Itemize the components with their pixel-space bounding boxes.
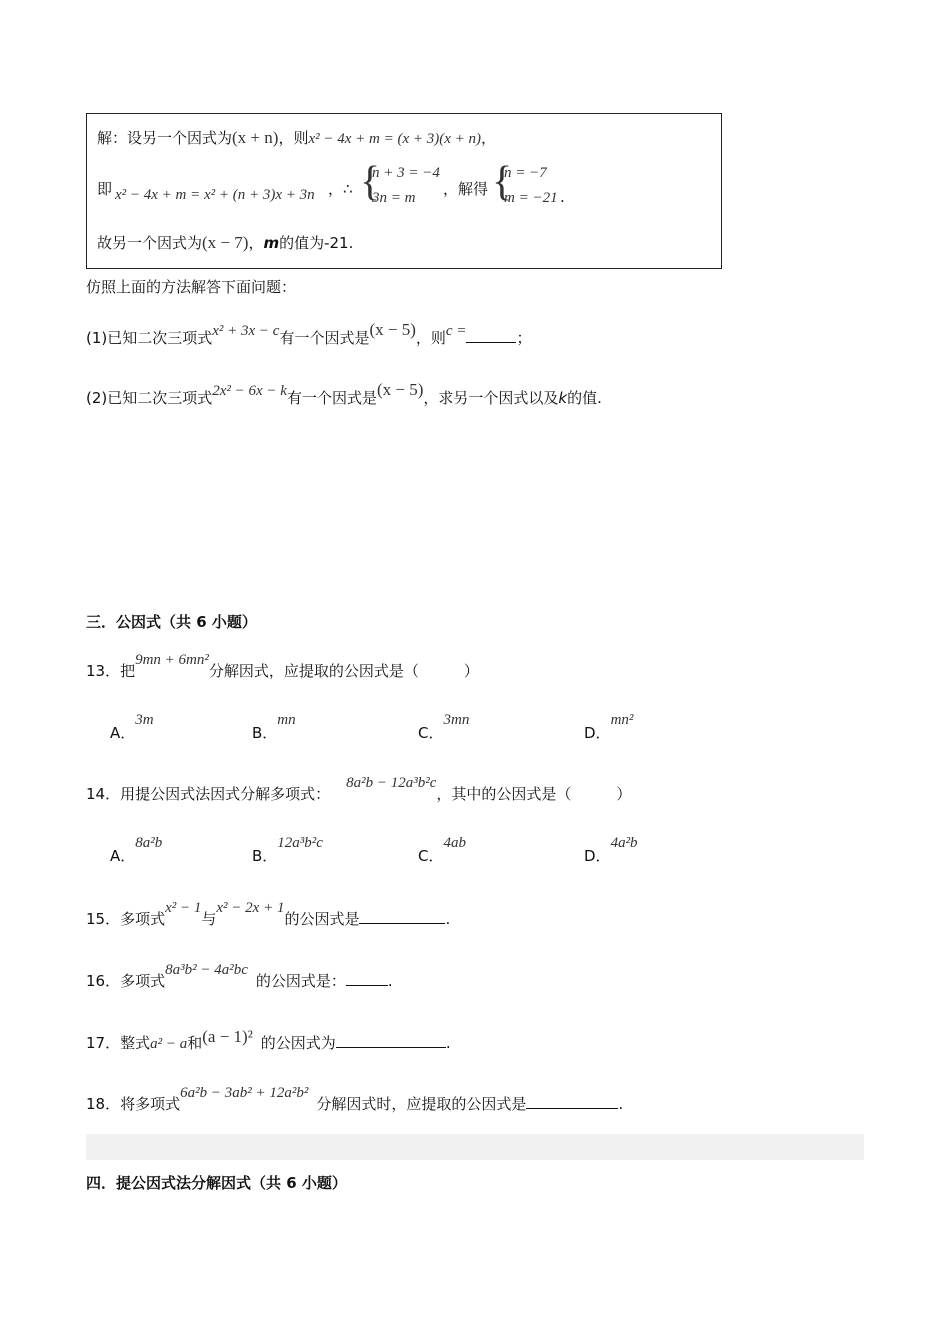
text: .: [618, 1095, 624, 1113]
question-1: [86, 320, 532, 347]
option-label: A．: [110, 847, 136, 865]
example-line-1: [97, 129, 496, 147]
option-label: C．: [418, 724, 444, 742]
option-label: D．: [584, 847, 611, 865]
math-expr: (x − 5): [369, 320, 416, 339]
text: 16．多项式: [86, 972, 166, 990]
math-expr: 8a²b − 12a³b²c: [346, 775, 437, 791]
var-m: m: [263, 234, 280, 252]
math-expr: 8a³b² − 4a²bc: [165, 962, 248, 978]
var-k: k: [558, 389, 568, 407]
text: 13．把: [86, 662, 136, 680]
math-expr: c =: [445, 323, 467, 339]
math-expr: x² − 1: [165, 900, 202, 916]
left-brace-icon: {: [492, 159, 513, 205]
question-2: [86, 380, 602, 407]
math-expr: (x − 5): [376, 380, 424, 399]
text: ，则: [415, 329, 446, 347]
question-16: [86, 962, 393, 990]
question-15: [86, 900, 451, 928]
example-line-2-a: [97, 182, 112, 197]
option-label: C．: [418, 847, 444, 865]
text: 的公因式为: [260, 1034, 336, 1052]
text: 18．将多项式: [86, 1095, 181, 1113]
text: .: [387, 972, 393, 990]
option-value: 4ab: [443, 835, 466, 851]
solution-eq-2: m = −21: [504, 190, 558, 206]
math-expr: x² + 3x − c: [212, 323, 280, 339]
text: .: [445, 910, 451, 928]
option-label: B．: [252, 847, 278, 865]
text: 与: [201, 910, 217, 928]
answer-blank[interactable]: [526, 1094, 618, 1109]
option-value: 8a²b: [135, 835, 163, 851]
text: 即: [97, 180, 113, 198]
text: 15．多项式: [86, 910, 166, 928]
option-value: 4a²b: [610, 835, 638, 851]
q13-option-b[interactable]: [252, 712, 296, 742]
text: .: [445, 1034, 451, 1052]
answer-blank[interactable]: [466, 328, 516, 343]
text: ；: [516, 329, 532, 347]
math-expr: 2x² − 6x − k: [212, 383, 287, 399]
option-value: 3mn: [443, 712, 470, 728]
solution-eq-1: n = −7: [504, 165, 547, 181]
option-label: B．: [252, 724, 278, 742]
option-value: 12a³b²c: [277, 835, 323, 851]
math-expr: 6a²b − 3ab² + 12a²b²: [180, 1085, 309, 1101]
q14-option-b[interactable]: [252, 835, 323, 865]
text: 分解因式时，应提取的公因式是: [316, 1095, 527, 1113]
text: 的公因式是: [284, 910, 360, 928]
text: (1)已知二次三项式: [86, 329, 213, 347]
answer-blank[interactable]: [359, 909, 445, 924]
math-expr: 9mn + 6mn²: [135, 652, 209, 668]
question-13: [86, 652, 479, 680]
instruction: 仿照上面的方法解答下面问题：: [86, 278, 297, 296]
q14-option-c[interactable]: [418, 835, 466, 865]
answer-blank[interactable]: [336, 1033, 446, 1048]
text: ，其中的公因式是（ ）: [436, 785, 632, 803]
text: ，: [248, 234, 264, 252]
text: 的值为-21.: [279, 234, 354, 252]
q14-option-a[interactable]: [110, 835, 163, 865]
section-separator: [86, 1134, 864, 1160]
text: ，: [481, 129, 497, 147]
text: 故另一个因式为: [97, 234, 203, 252]
option-label: A．: [110, 724, 136, 742]
text: 和: [187, 1034, 203, 1052]
q14-option-d[interactable]: [584, 835, 638, 865]
system-eq-2: 3n = m: [372, 190, 416, 206]
math-expr: (x − 7): [202, 233, 249, 252]
text: 的值.: [567, 389, 602, 407]
option-label: D．: [584, 724, 611, 742]
math-expr: a² − a: [150, 1036, 188, 1052]
left-brace-icon: {: [360, 159, 381, 205]
text: 17．整式: [86, 1034, 151, 1052]
section-3-heading: 三．公因式（共 6 小题）: [86, 613, 257, 631]
text: (2)已知二次三项式: [86, 389, 213, 407]
text: 有一个因式是: [286, 389, 377, 407]
math-expr: (x + n): [232, 128, 279, 147]
q13-option-d[interactable]: [584, 712, 634, 742]
answer-blank[interactable]: [346, 971, 388, 986]
text: ，则: [278, 129, 309, 147]
solve-text: ，解得: [443, 180, 489, 198]
text: ，求另一个因式以及: [423, 389, 559, 407]
text: 14．用提公因式法因式分解多项式：: [86, 785, 331, 803]
question-14: [86, 775, 632, 803]
q13-option-a[interactable]: [110, 712, 154, 742]
option-value: 3m: [135, 712, 154, 728]
system-eq-1: n + 3 = −4: [372, 165, 440, 181]
math-expr: x² − 2x + 1: [216, 900, 285, 916]
text: 的公因式是：: [255, 972, 346, 990]
example-line-3: [97, 234, 353, 251]
question-18: [86, 1085, 624, 1113]
text: 有一个因式是: [279, 329, 370, 347]
math-expr: x² − 4x + m = (x + 3)(x + n): [308, 131, 482, 147]
math-expr: x² − 4x + m = x² + (n + 3)x + 3n: [115, 187, 315, 203]
therefore-text: ，∴: [328, 180, 353, 198]
question-17: [86, 1027, 451, 1052]
period: .: [560, 188, 565, 206]
section-4-heading: 四．提公因式法分解因式（共 6 小题）: [86, 1174, 347, 1192]
q13-option-c[interactable]: [418, 712, 470, 742]
option-value: mn: [277, 712, 296, 728]
option-value: mn²: [610, 712, 634, 728]
text: 解：设另一个因式为: [97, 129, 233, 147]
text: 分解因式，应提取的公因式是（ ）: [208, 662, 479, 680]
math-expr: (a − 1)²: [202, 1027, 253, 1046]
